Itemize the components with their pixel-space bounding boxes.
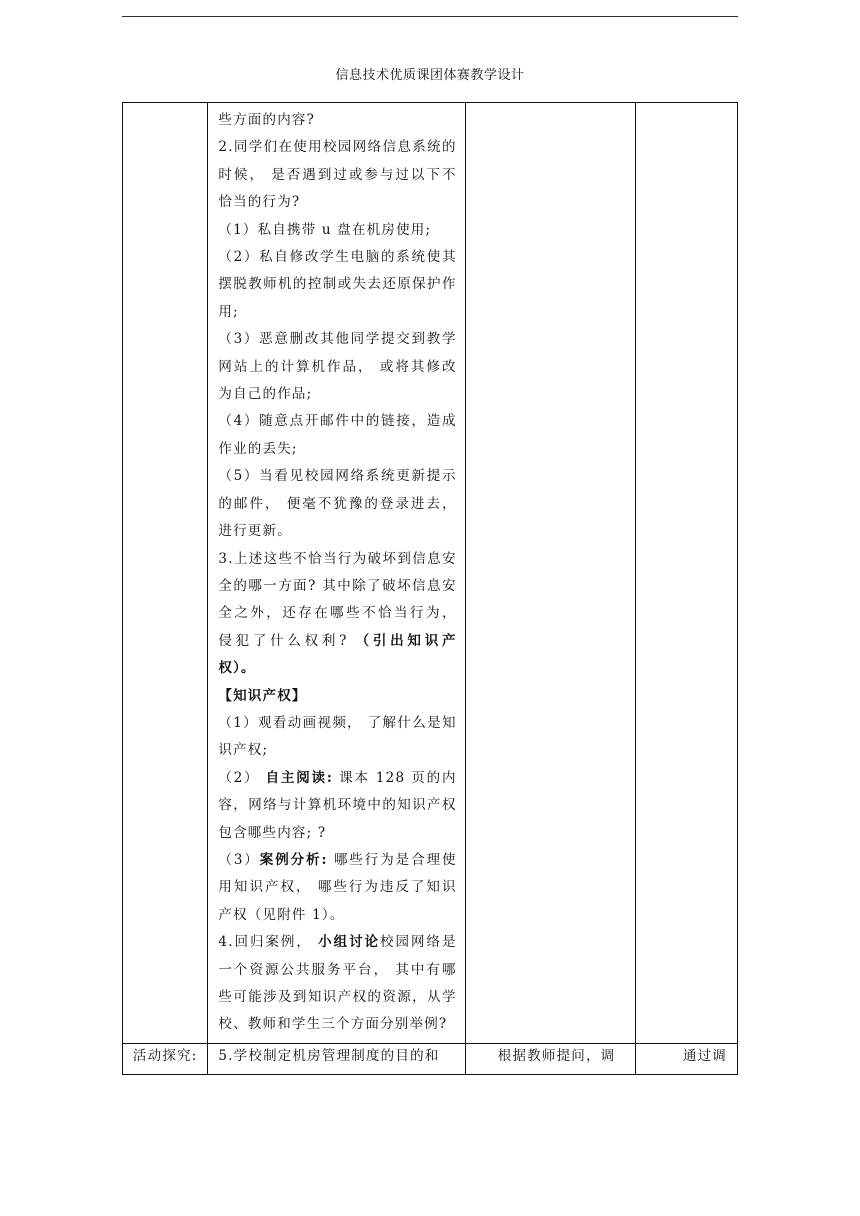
cell-student-activity-empty: [465, 103, 636, 1044]
text-run: 自主阅读:: [265, 769, 334, 786]
text-run: 哪些行为是合理使用知识产权， 哪些行为违反了知识产权（见附件 1）。: [218, 851, 457, 923]
paragraph-4: [218, 244, 456, 326]
stage-label: 活动探究:: [123, 1043, 208, 1074]
paragraph-9: [218, 683, 456, 710]
text-run: 课本 128 页的内容，网络与计算机环境中的知识产权包含哪些内容; ?: [218, 769, 457, 841]
lesson-plan-table: [122, 102, 738, 1075]
paragraph-13: [218, 929, 456, 1039]
text-run: 案例分析:: [259, 851, 328, 868]
paragraph-8: [218, 546, 456, 683]
text-run: （1）私自携带 u 盘在机房使用;: [218, 221, 432, 238]
cell-stage-empty: [123, 103, 208, 1044]
text-run: 些方面的内容?: [218, 112, 316, 128]
teacher-activity-start: 5.学校制定机房管理制度的目的和: [208, 1043, 465, 1074]
text-run: 小组讨论: [318, 934, 381, 951]
paragraph-5: [218, 326, 456, 408]
teacher-activity-text: [208, 103, 464, 1043]
paragraph-2: [218, 134, 456, 216]
text-run: （3）: [218, 851, 260, 868]
text-run: 2.同学们在使用校园网络信息系统的时候， 是否遇到过或参与过以下不恰当的行为?: [218, 139, 457, 211]
header-rule: [122, 16, 738, 17]
paragraph-10: [218, 710, 456, 765]
paragraph-12: [218, 847, 456, 929]
text-run: （2）私自修改学生电脑的系统使其摆脱教师机的控制或失去还原保护作用;: [218, 249, 457, 320]
table-row-activity: [123, 1043, 738, 1074]
design-intent-start: 通过调: [636, 1043, 738, 1074]
text-run: 4.回归案例，: [218, 934, 319, 951]
paragraph-11: [218, 765, 456, 847]
paragraph-1: [218, 107, 456, 134]
cell-teacher-activity: [208, 103, 465, 1044]
paragraph-7: [218, 463, 456, 545]
page-header-title: 信息技术优质课团体赛教学设计: [335, 68, 525, 83]
text-run: （3）恶意删改其他同学提交到教学网站上的计算机作品， 或将其修改为自己的作品;: [218, 331, 457, 403]
cell-intent-empty: [636, 103, 738, 1044]
text-run: 校园网络是一个资源公共服务平台， 其中有哪些可能涉及到知识产权的资源，从学校、教师和学生三个方面分别举例?: [218, 934, 457, 1033]
text-run: （5）当看见校园网络系统更新提示的邮件， 便毫不犹豫的登录进去， 进行更新。: [218, 468, 457, 540]
text-run: 【知识产权】: [218, 687, 307, 704]
text-run: 3.上述这些不恰当行为破坏到信息安全的哪一方面? 其中除了破坏信息安全之外，还存在哪些不恰当行为， 侵犯了什么权利?: [218, 550, 457, 649]
paragraph-6: [218, 408, 456, 463]
text-run: （4）随意点开邮件中的链接，造成作业的丢失;: [218, 413, 457, 457]
student-activity-start: 根据教师提问，调: [465, 1043, 636, 1074]
text-run: （2）: [218, 769, 266, 786]
table-row-main: [123, 103, 738, 1044]
text-run: （引出知识产权）。: [218, 632, 457, 677]
paragraph-3: [218, 217, 456, 244]
text-run: （1）观看动画视频， 了解什么是知识产权;: [218, 714, 457, 759]
